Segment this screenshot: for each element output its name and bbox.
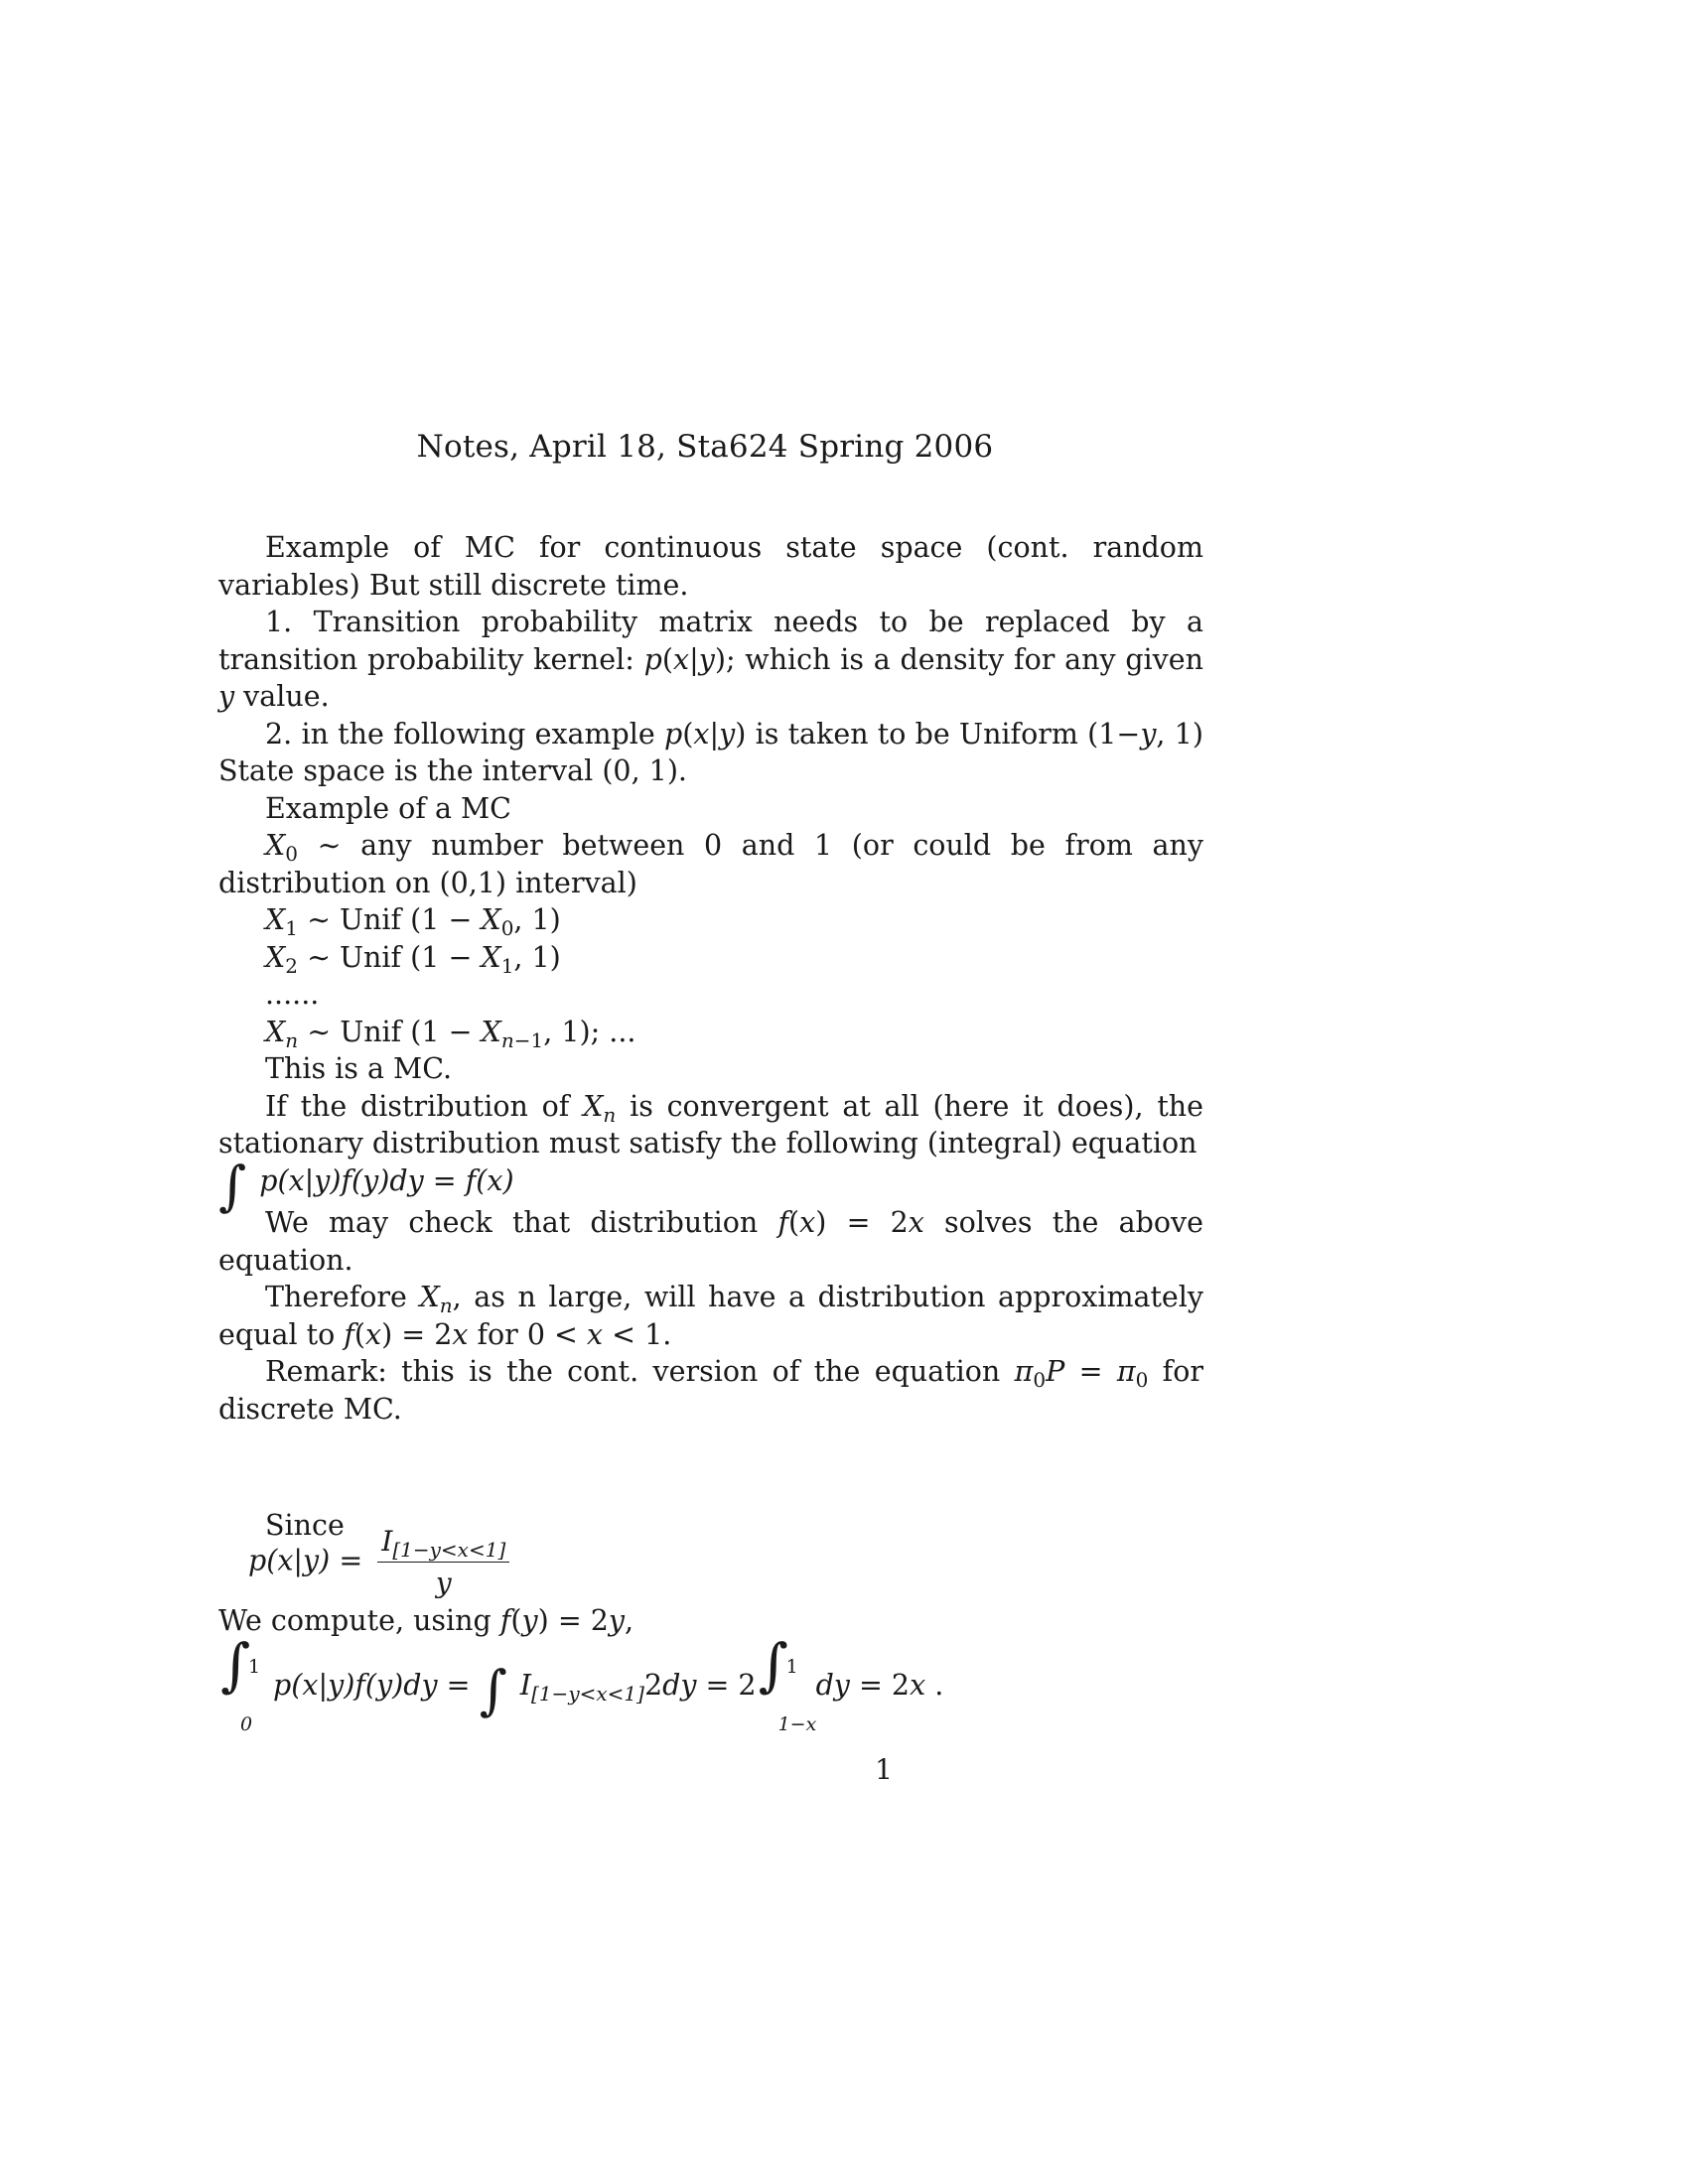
paragraph-compute: We compute, using f(y) = 2y, [218, 1603, 634, 1637]
equation-kernel: p(x|y) = $\frac{I_{[1-y<x<1]}}{y}$ [248, 1523, 1203, 1602]
paragraph-since: Since [265, 1509, 345, 1542]
paragraph-therefore: Therefore $X_n$, as n large, will have a distribution approximately equal to f(x) = 2x for 0 < x < 1. [218, 1281, 1203, 1351]
paragraph-item-2: 2. in the following example p(x|y) is taken to be Uniform (1−y, 1) State space is the interval (0, 1). [218, 717, 1203, 787]
document-body [218, 529, 1204, 1735]
document-title: Notes, April 18, Sta624 Spring 2006 [416, 429, 994, 465]
line-x2: $X_2$ ∼ Unif ($1 - X_1$, 1) [265, 940, 561, 978]
line-x1: $X_1$ ∼ Unif ($1 - X_0$, 1) [265, 903, 561, 940]
paragraph-intro: Example of MC for continuous state space (cont. random variables) But still discrete time. [218, 531, 1203, 602]
line-dots: ...... [265, 978, 320, 1011]
paragraph-check: We may check that distribution f(x) = 2x solves the above equation. [218, 1206, 1203, 1277]
paragraph-item-1: 1. Transition probability matrix needs to be replaced by a transition probability kernel: p(x|y); which is a density for any given y value. [218, 606, 1203, 713]
equation-integral: ∫ p(x|y)f(y)dy = f(x) [218, 1154, 514, 1217]
paragraph-stationary: If the distribution of $X_n$ is convergent at all (here it does), the stationary distribution must satisfy the following (integral) equation [218, 1089, 1203, 1160]
equation-result: ∫ 1 0 p(x|y)f(y)dy = ∫ $I_{[1-y<x<1]}2dy = 2$ ∫ 1 1−x dy = 2x . [220, 1631, 944, 1735]
paragraph-x0: $X_0$ ∼ any number between 0 and 1 (or could be from any distribution on (0,1) interval) [218, 829, 1203, 899]
line-this-is-mc: This is a MC. [265, 1052, 453, 1085]
line-xn: $X_n$ ∼ Unif ($1 - X_{n-1}$, 1); ... [265, 1015, 636, 1052]
page-number: 1 [875, 1753, 893, 1786]
paragraph-example-heading: Example of a MC [265, 791, 511, 825]
paragraph-remark: Remark: this is the cont. version of the equation $\pi_0P = \pi_0$ for discrete MC. [218, 1355, 1204, 1426]
